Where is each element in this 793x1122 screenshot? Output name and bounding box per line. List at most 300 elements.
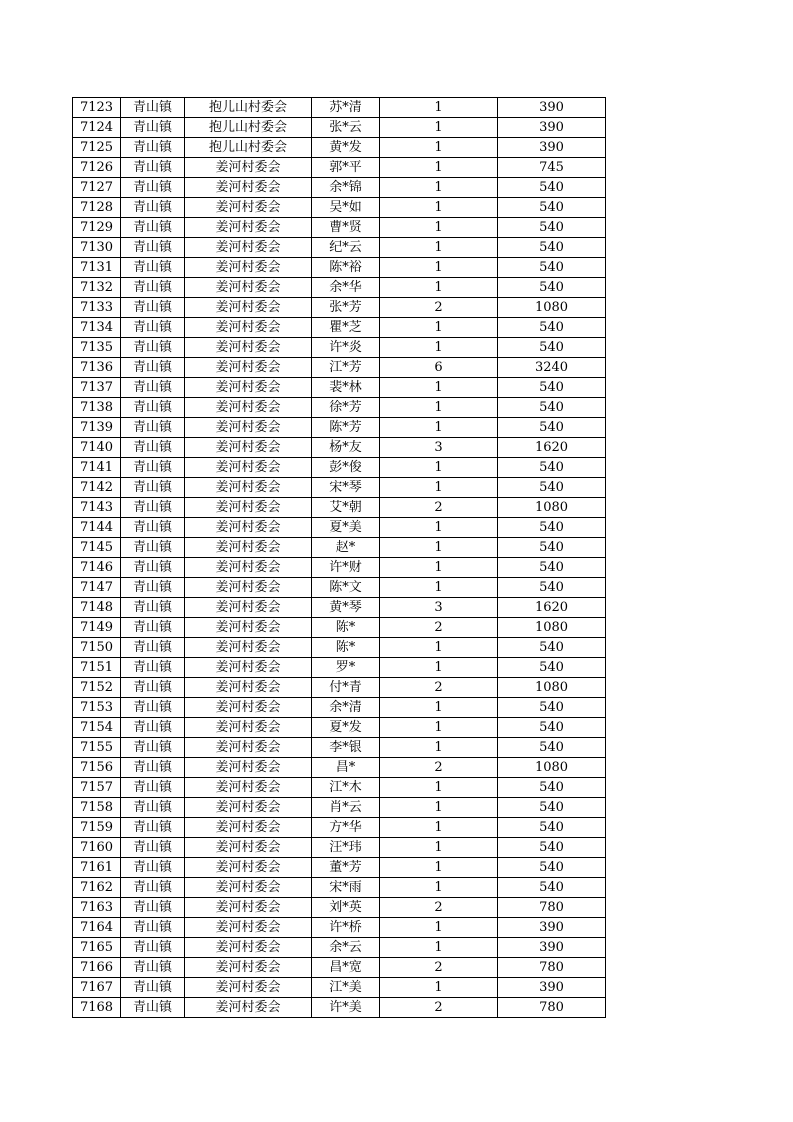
cell-id: 7166 (73, 958, 121, 978)
cell-town: 青山镇 (121, 338, 185, 358)
table-row (73, 718, 606, 738)
cell-village: 姜河村委会 (185, 598, 312, 618)
cell-id: 7123 (73, 98, 121, 118)
table-row (73, 978, 606, 998)
cell-count: 1 (380, 278, 498, 298)
table-row (73, 258, 606, 278)
cell-name: 曹*贤 (312, 218, 380, 238)
cell-amount: 540 (498, 838, 606, 858)
cell-id: 7145 (73, 538, 121, 558)
cell-name: 张*云 (312, 118, 380, 138)
cell-town: 青山镇 (121, 938, 185, 958)
table-row (73, 238, 606, 258)
cell-town: 青山镇 (121, 838, 185, 858)
cell-town: 青山镇 (121, 538, 185, 558)
table-row (73, 838, 606, 858)
table-row (73, 218, 606, 238)
table-row (73, 578, 606, 598)
cell-count: 1 (380, 818, 498, 838)
cell-count: 2 (380, 498, 498, 518)
cell-town: 青山镇 (121, 718, 185, 738)
cell-town: 青山镇 (121, 498, 185, 518)
cell-name: 夏*美 (312, 518, 380, 538)
cell-id: 7134 (73, 318, 121, 338)
cell-count: 1 (380, 738, 498, 758)
cell-count: 1 (380, 478, 498, 498)
data-table (72, 97, 606, 1018)
table-row (73, 658, 606, 678)
cell-village: 姜河村委会 (185, 858, 312, 878)
table-row (73, 298, 606, 318)
table-row (73, 438, 606, 458)
cell-count: 1 (380, 638, 498, 658)
cell-count: 3 (380, 598, 498, 618)
cell-amount: 390 (498, 978, 606, 998)
cell-id: 7144 (73, 518, 121, 538)
table-row (73, 878, 606, 898)
cell-count: 2 (380, 758, 498, 778)
cell-name: 艾*朝 (312, 498, 380, 518)
cell-count: 1 (380, 518, 498, 538)
table-row (73, 798, 606, 818)
cell-town: 青山镇 (121, 738, 185, 758)
cell-amount: 390 (498, 938, 606, 958)
cell-amount: 540 (498, 658, 606, 678)
cell-count: 1 (380, 378, 498, 398)
cell-town: 青山镇 (121, 638, 185, 658)
table-row (73, 98, 606, 118)
cell-count: 1 (380, 858, 498, 878)
cell-amount: 540 (498, 778, 606, 798)
table-row (73, 378, 606, 398)
cell-id: 7155 (73, 738, 121, 758)
cell-town: 青山镇 (121, 458, 185, 478)
cell-village: 姜河村委会 (185, 358, 312, 378)
cell-village: 姜河村委会 (185, 818, 312, 838)
cell-name: 刘*英 (312, 898, 380, 918)
table-row (73, 198, 606, 218)
cell-name: 余*清 (312, 698, 380, 718)
cell-name: 肖*云 (312, 798, 380, 818)
cell-count: 2 (380, 898, 498, 918)
cell-amount: 540 (498, 818, 606, 838)
cell-amount: 745 (498, 158, 606, 178)
table-row (73, 778, 606, 798)
cell-id: 7147 (73, 578, 121, 598)
cell-village: 姜河村委会 (185, 618, 312, 638)
cell-town: 青山镇 (121, 378, 185, 398)
cell-name: 许*财 (312, 558, 380, 578)
cell-name: 黄*琴 (312, 598, 380, 618)
cell-town: 青山镇 (121, 598, 185, 618)
cell-amount: 540 (498, 718, 606, 738)
cell-village: 姜河村委会 (185, 298, 312, 318)
cell-town: 青山镇 (121, 198, 185, 218)
cell-amount: 540 (498, 538, 606, 558)
cell-name: 吴*如 (312, 198, 380, 218)
cell-town: 青山镇 (121, 778, 185, 798)
cell-village: 姜河村委会 (185, 478, 312, 498)
cell-village: 姜河村委会 (185, 998, 312, 1018)
cell-town: 青山镇 (121, 978, 185, 998)
cell-village: 姜河村委会 (185, 918, 312, 938)
cell-id: 7142 (73, 478, 121, 498)
cell-village: 姜河村委会 (185, 878, 312, 898)
cell-amount: 540 (498, 878, 606, 898)
cell-count: 1 (380, 918, 498, 938)
cell-village: 姜河村委会 (185, 558, 312, 578)
cell-amount: 540 (498, 798, 606, 818)
cell-id: 7130 (73, 238, 121, 258)
cell-amount: 780 (498, 958, 606, 978)
cell-village: 姜河村委会 (185, 938, 312, 958)
cell-count: 1 (380, 718, 498, 738)
cell-id: 7137 (73, 378, 121, 398)
cell-count: 1 (380, 158, 498, 178)
cell-town: 青山镇 (121, 258, 185, 278)
cell-town: 青山镇 (121, 298, 185, 318)
cell-village: 姜河村委会 (185, 518, 312, 538)
table-row (73, 818, 606, 838)
cell-name: 江*木 (312, 778, 380, 798)
table-row (73, 178, 606, 198)
cell-amount: 1080 (498, 618, 606, 638)
table-row (73, 498, 606, 518)
cell-amount: 1080 (498, 758, 606, 778)
cell-id: 7124 (73, 118, 121, 138)
cell-village: 姜河村委会 (185, 578, 312, 598)
table-row (73, 758, 606, 778)
table-row (73, 398, 606, 418)
cell-amount: 540 (498, 218, 606, 238)
cell-name: 宋*雨 (312, 878, 380, 898)
cell-name: 江*美 (312, 978, 380, 998)
cell-amount: 540 (498, 318, 606, 338)
table-row (73, 538, 606, 558)
table-row (73, 158, 606, 178)
cell-town: 青山镇 (121, 798, 185, 818)
table-row (73, 138, 606, 158)
cell-count: 1 (380, 798, 498, 818)
cell-village: 姜河村委会 (185, 958, 312, 978)
cell-town: 青山镇 (121, 238, 185, 258)
cell-amount: 390 (498, 118, 606, 138)
cell-count: 1 (380, 318, 498, 338)
cell-count: 1 (380, 778, 498, 798)
cell-amount: 780 (498, 998, 606, 1018)
cell-amount: 540 (498, 238, 606, 258)
cell-village: 姜河村委会 (185, 258, 312, 278)
table-row (73, 958, 606, 978)
cell-id: 7128 (73, 198, 121, 218)
cell-village: 姜河村委会 (185, 218, 312, 238)
cell-id: 7162 (73, 878, 121, 898)
cell-name: 许*桥 (312, 918, 380, 938)
cell-village: 姜河村委会 (185, 278, 312, 298)
cell-id: 7154 (73, 718, 121, 738)
cell-name: 许*美 (312, 998, 380, 1018)
table-row (73, 598, 606, 618)
cell-id: 7157 (73, 778, 121, 798)
cell-count: 1 (380, 398, 498, 418)
cell-name: 余*云 (312, 938, 380, 958)
cell-name: 杨*友 (312, 438, 380, 458)
cell-id: 7165 (73, 938, 121, 958)
table-row (73, 738, 606, 758)
cell-amount: 1080 (498, 498, 606, 518)
cell-name: 夏*发 (312, 718, 380, 738)
cell-id: 7160 (73, 838, 121, 858)
cell-name: 徐*芳 (312, 398, 380, 418)
cell-village: 抱儿山村委会 (185, 118, 312, 138)
cell-id: 7156 (73, 758, 121, 778)
cell-count: 1 (380, 658, 498, 678)
cell-name: 郭*平 (312, 158, 380, 178)
cell-amount: 540 (498, 418, 606, 438)
cell-name: 陈* (312, 618, 380, 638)
cell-count: 1 (380, 878, 498, 898)
table-row (73, 478, 606, 498)
cell-id: 7151 (73, 658, 121, 678)
cell-name: 昌*宽 (312, 958, 380, 978)
cell-name: 黄*发 (312, 138, 380, 158)
cell-amount: 780 (498, 898, 606, 918)
cell-amount: 390 (498, 138, 606, 158)
cell-amount: 540 (498, 198, 606, 218)
cell-amount: 540 (498, 258, 606, 278)
cell-id: 7159 (73, 818, 121, 838)
cell-town: 青山镇 (121, 518, 185, 538)
table-row (73, 678, 606, 698)
cell-name: 昌* (312, 758, 380, 778)
cell-id: 7149 (73, 618, 121, 638)
cell-amount: 540 (498, 738, 606, 758)
cell-id: 7127 (73, 178, 121, 198)
cell-count: 1 (380, 418, 498, 438)
table-row (73, 118, 606, 138)
cell-village: 姜河村委会 (185, 398, 312, 418)
cell-town: 青山镇 (121, 958, 185, 978)
cell-count: 1 (380, 338, 498, 358)
table-body (73, 98, 606, 1018)
cell-id: 7135 (73, 338, 121, 358)
cell-town: 青山镇 (121, 618, 185, 638)
cell-id: 7138 (73, 398, 121, 418)
cell-name: 彭*俊 (312, 458, 380, 478)
cell-name: 宋*琴 (312, 478, 380, 498)
cell-id: 7161 (73, 858, 121, 878)
cell-town: 青山镇 (121, 158, 185, 178)
cell-amount: 540 (498, 518, 606, 538)
cell-town: 青山镇 (121, 318, 185, 338)
cell-name: 纪*云 (312, 238, 380, 258)
cell-id: 7150 (73, 638, 121, 658)
cell-id: 7148 (73, 598, 121, 618)
cell-id: 7132 (73, 278, 121, 298)
cell-town: 青山镇 (121, 278, 185, 298)
cell-village: 姜河村委会 (185, 198, 312, 218)
cell-amount: 540 (498, 458, 606, 478)
cell-village: 姜河村委会 (185, 418, 312, 438)
table-row (73, 938, 606, 958)
cell-amount: 1080 (498, 298, 606, 318)
cell-town: 青山镇 (121, 578, 185, 598)
cell-id: 7133 (73, 298, 121, 318)
cell-count: 1 (380, 938, 498, 958)
cell-count: 1 (380, 118, 498, 138)
cell-amount: 540 (498, 698, 606, 718)
cell-town: 青山镇 (121, 878, 185, 898)
cell-village: 姜河村委会 (185, 838, 312, 858)
cell-name: 董*芳 (312, 858, 380, 878)
cell-count: 1 (380, 538, 498, 558)
cell-village: 抱儿山村委会 (185, 98, 312, 118)
cell-name: 裴*林 (312, 378, 380, 398)
cell-town: 青山镇 (121, 418, 185, 438)
cell-count: 1 (380, 838, 498, 858)
table-row (73, 858, 606, 878)
cell-town: 青山镇 (121, 478, 185, 498)
cell-id: 7131 (73, 258, 121, 278)
cell-town: 青山镇 (121, 98, 185, 118)
cell-count: 1 (380, 558, 498, 578)
cell-id: 7136 (73, 358, 121, 378)
cell-count: 1 (380, 978, 498, 998)
cell-name: 陈*裕 (312, 258, 380, 278)
cell-town: 青山镇 (121, 678, 185, 698)
cell-name: 陈*芳 (312, 418, 380, 438)
cell-name: 瞿*芝 (312, 318, 380, 338)
cell-village: 姜河村委会 (185, 158, 312, 178)
cell-amount: 540 (498, 378, 606, 398)
cell-count: 1 (380, 258, 498, 278)
table-row (73, 898, 606, 918)
cell-village: 姜河村委会 (185, 798, 312, 818)
cell-id: 7158 (73, 798, 121, 818)
cell-amount: 540 (498, 558, 606, 578)
cell-town: 青山镇 (121, 698, 185, 718)
cell-town: 青山镇 (121, 818, 185, 838)
cell-amount: 540 (498, 398, 606, 418)
cell-village: 姜河村委会 (185, 318, 312, 338)
cell-amount: 3240 (498, 358, 606, 378)
cell-village: 姜河村委会 (185, 758, 312, 778)
cell-amount: 540 (498, 178, 606, 198)
cell-village: 姜河村委会 (185, 738, 312, 758)
cell-count: 1 (380, 578, 498, 598)
cell-amount: 540 (498, 858, 606, 878)
cell-count: 1 (380, 138, 498, 158)
cell-town: 青山镇 (121, 138, 185, 158)
cell-town: 青山镇 (121, 658, 185, 678)
cell-count: 2 (380, 998, 498, 1018)
cell-town: 青山镇 (121, 898, 185, 918)
cell-count: 1 (380, 218, 498, 238)
cell-name: 李*银 (312, 738, 380, 758)
cell-id: 7153 (73, 698, 121, 718)
cell-village: 姜河村委会 (185, 498, 312, 518)
cell-village: 姜河村委会 (185, 178, 312, 198)
cell-name: 陈*文 (312, 578, 380, 598)
cell-id: 7146 (73, 558, 121, 578)
cell-amount: 1620 (498, 438, 606, 458)
cell-amount: 1620 (498, 598, 606, 618)
cell-village: 姜河村委会 (185, 238, 312, 258)
cell-amount: 540 (498, 338, 606, 358)
cell-id: 7163 (73, 898, 121, 918)
cell-amount: 540 (498, 478, 606, 498)
cell-town: 青山镇 (121, 558, 185, 578)
cell-town: 青山镇 (121, 858, 185, 878)
cell-name: 罗* (312, 658, 380, 678)
cell-name: 付*青 (312, 678, 380, 698)
cell-id: 7168 (73, 998, 121, 1018)
cell-village: 姜河村委会 (185, 898, 312, 918)
cell-village: 姜河村委会 (185, 678, 312, 698)
cell-id: 7125 (73, 138, 121, 158)
cell-name: 汪*玮 (312, 838, 380, 858)
cell-count: 2 (380, 958, 498, 978)
table-row (73, 458, 606, 478)
cell-village: 姜河村委会 (185, 638, 312, 658)
cell-count: 3 (380, 438, 498, 458)
cell-amount: 540 (498, 578, 606, 598)
table-row (73, 518, 606, 538)
cell-id: 7126 (73, 158, 121, 178)
cell-village: 姜河村委会 (185, 378, 312, 398)
cell-amount: 1080 (498, 678, 606, 698)
cell-town: 青山镇 (121, 998, 185, 1018)
cell-id: 7140 (73, 438, 121, 458)
cell-id: 7139 (73, 418, 121, 438)
cell-amount: 390 (498, 918, 606, 938)
cell-name: 许*炎 (312, 338, 380, 358)
cell-count: 1 (380, 198, 498, 218)
cell-id: 7152 (73, 678, 121, 698)
cell-name: 苏*清 (312, 98, 380, 118)
cell-id: 7164 (73, 918, 121, 938)
cell-town: 青山镇 (121, 358, 185, 378)
table-row (73, 418, 606, 438)
cell-name: 余*锦 (312, 178, 380, 198)
cell-town: 青山镇 (121, 218, 185, 238)
table-row (73, 338, 606, 358)
table-row (73, 318, 606, 338)
cell-village: 姜河村委会 (185, 438, 312, 458)
cell-count: 1 (380, 178, 498, 198)
cell-name: 方*华 (312, 818, 380, 838)
table-row (73, 638, 606, 658)
cell-name: 余*华 (312, 278, 380, 298)
cell-village: 姜河村委会 (185, 778, 312, 798)
cell-count: 2 (380, 618, 498, 638)
table-row (73, 918, 606, 938)
cell-id: 7129 (73, 218, 121, 238)
cell-town: 青山镇 (121, 918, 185, 938)
table-row (73, 998, 606, 1018)
cell-count: 2 (380, 678, 498, 698)
cell-town: 青山镇 (121, 118, 185, 138)
cell-name: 江*芳 (312, 358, 380, 378)
cell-village: 抱儿山村委会 (185, 138, 312, 158)
cell-name: 张*芳 (312, 298, 380, 318)
cell-village: 姜河村委会 (185, 718, 312, 738)
cell-name: 陈* (312, 638, 380, 658)
cell-amount: 540 (498, 638, 606, 658)
cell-town: 青山镇 (121, 178, 185, 198)
table-row (73, 558, 606, 578)
cell-count: 1 (380, 458, 498, 478)
